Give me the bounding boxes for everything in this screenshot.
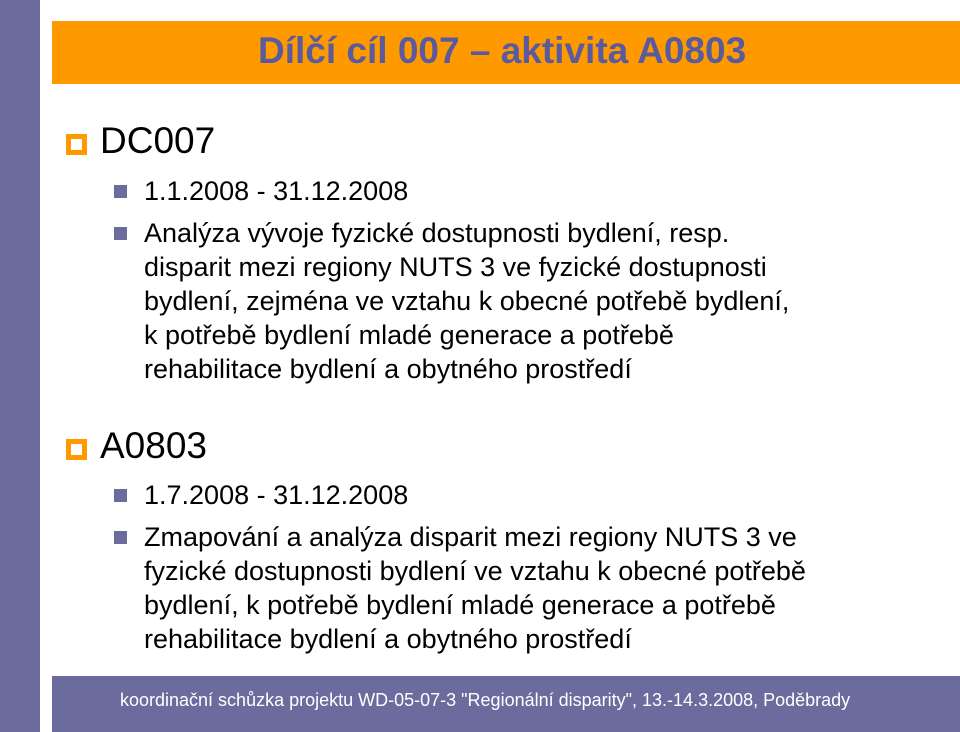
text-line: Analýza vývoje fyzické dostupnosti bydlení, resp. [144, 218, 730, 248]
text-line: rehabilitace bydlení a obytného prostředí [144, 354, 632, 384]
square-bullet-icon [66, 439, 87, 460]
text-line: disparit mezi regiony NUTS 3 ve fyzické dostupnosti [144, 252, 767, 282]
slide-title: Dílčí cíl 007 – aktivita A0803 [258, 30, 747, 71]
text-line: rehabilitace bydlení a obytného prostředí [144, 624, 632, 654]
bullet-icon [114, 227, 127, 240]
bullet-icon [114, 531, 127, 544]
text-line: fyzické dostupnosti bydlení ve vztahu k obecné potřebě [144, 556, 806, 586]
footer-text: koordinační schůzka projektu WD-05-07-3 "Regionální disparity", 13.-14.3.2008, Poděbrady [120, 690, 851, 710]
text-line: bydlení, zejména ve vztahu k obecné potřebě bydlení, [144, 286, 790, 316]
text-line: Zmapování a analýza disparit mezi regiony NUTS 3 ve [144, 522, 797, 552]
text-line: k potřebě bydlení mladé generace a potřebě [144, 320, 674, 350]
date-range: 1.1.2008 - 31.12.2008 [144, 176, 409, 206]
section-heading: A0803 [100, 425, 207, 466]
text-line: bydlení, k potřebě bydlení mladé generace a potřebě [144, 590, 776, 620]
bullet-icon [114, 185, 127, 198]
bullet-icon [114, 489, 127, 502]
date-range: 1.7.2008 - 31.12.2008 [144, 480, 409, 510]
square-bullet-icon [66, 134, 87, 155]
left-decor-bar [0, 0, 40, 732]
section-heading: DC007 [100, 120, 216, 161]
